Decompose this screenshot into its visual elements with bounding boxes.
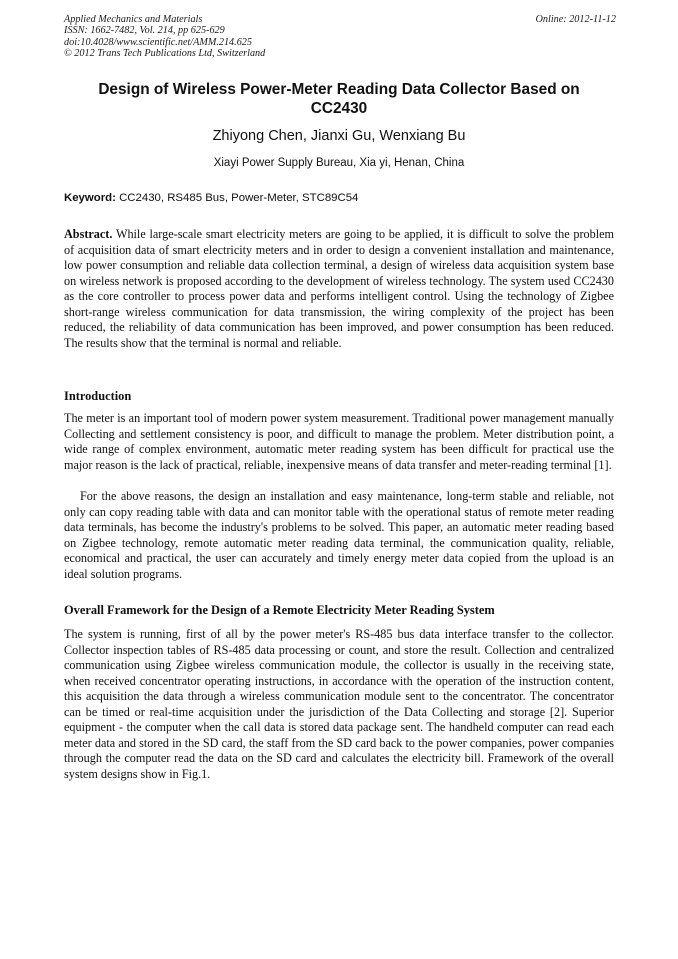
journal-name: Applied Mechanics and Materials: [64, 14, 203, 25]
introduction-paragraph-2: For the above reasons, the design an installation and easy maintenance, long-term stable and reliable, not only can copy reading table with data and can monitor table with the operational status of remote meter reading data terminals, has become the industry's problems to be solved. This paper, an automatic meter reading based on Zigbee technology, remote automatic meter reading data terminal, the communication quality, reliable, economical and practical, the user can accurately and timely energy meter data copied from the upload is an ideal solution programs.: [64, 489, 614, 581]
issn-line: ISSN: 1662-7482, Vol. 214, pp 625-629: [64, 25, 225, 37]
abstract-text: While large-scale smart electricity meters are going to be applied, it is difficult to solve the problem of acquisition data of smart electricity meters and in order to design a convenient installation and maintenance, low power consumption and reliable data collection terminal, a design of wireless data acquisition system base on wireless network is proposed according to the development of wireless technology. The system used CC2430 as the core controller to process power data and performs intelligent control. Using the technology of Zigbee short-range wireless communication for data transmission, the wiring complexity of the project has been reduced, the reliability of data communication has been improved, and power consumption has been reduced. The results show that the terminal is normal and reliable.: [64, 227, 614, 350]
paper-title: Design of Wireless Power-Meter Reading Data Collector Based on CC2430: [98, 81, 580, 117]
keywords-line: [64, 191, 616, 205]
online-date: Online: 2012-11-12: [535, 14, 616, 25]
keywords-list: CC2430, RS485 Bus, Power-Meter, STC89C54: [119, 192, 359, 204]
doi-line: doi:10.4028/www.scientific.net/AMM.214.625: [64, 36, 252, 48]
abstract-label: Abstract.: [64, 227, 113, 241]
framework-heading: Overall Framework for the Design of a Remote Electricity Meter Reading System: [64, 603, 495, 617]
author-list: Zhiyong Chen, Jianxi Gu, Wenxiang Bu: [212, 128, 466, 144]
keywords-label: Keyword:: [64, 192, 116, 204]
framework-paragraph-1: The system is running, first of all by the power meter's RS-485 bus data interface transfer to the collector. Collector inspection tables of RS-485 data processing or count, and store the result. Collection and centralized communication using Zigbee wireless communication module, the collector is usually in the receiving state, when received concentrator operating instructions, in accordance with the operation of the instruction content, this acquisition the data through a wireless communication module sent to the concentrator. The concentrator can be timed or real-time acquisition under the jurisdiction of the Data Collecting and storage [2]. Superior equipment - the computer when the call data is stored data package sent. The handheld computer can read each meter data and stored in the SD card, the staff from the SD card back to the power companies, power companies through the computer read the data on the SD card and calculates the electricity bill. Framework of the overall system designs show in Fig.1.: [64, 627, 614, 781]
introduction-paragraph-1: The meter is an important tool of modern power system measurement. Traditional power management manually Collecting and settlement consistency is poor, and difficult to manage the problem. Meter distribution point, a wide range of complex environment, automatic meter reading system has been difficult for practical use the major reason is the lack of practical, reliable, inexpensive means of data transfer and meter-reading terminal [1].: [64, 411, 614, 472]
publication-header: [64, 14, 616, 60]
abstract-paragraph: [64, 227, 614, 351]
copyright-line: © 2012 Trans Tech Publications Ltd, Switzerland: [64, 48, 266, 60]
introduction-heading: Introduction: [64, 389, 132, 403]
author-affiliation: Xiayi Power Supply Bureau, Xia yi, Henan, China: [213, 157, 465, 169]
